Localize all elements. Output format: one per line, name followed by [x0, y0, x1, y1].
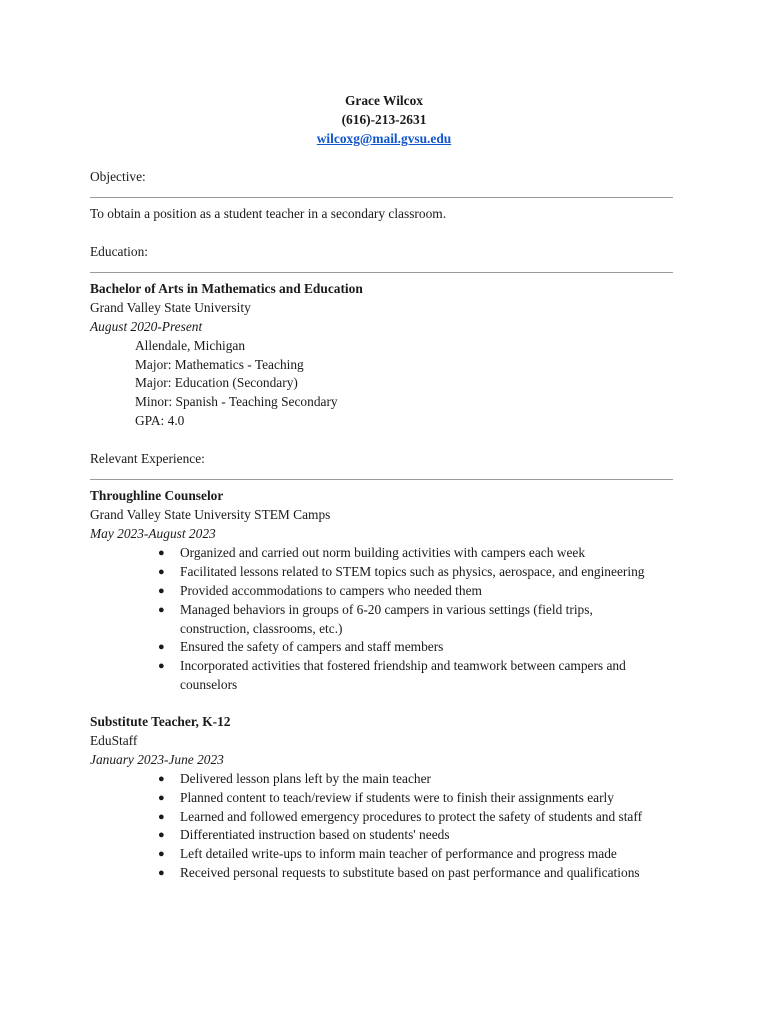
job-organization: EduStaff [90, 733, 138, 748]
job-bullet: Differentiated instruction based on students' needs [180, 827, 450, 842]
bullet-icon: ● [158, 867, 165, 879]
school-name: Grand Valley State University [90, 300, 251, 315]
candidate-phone: (616)-213-2631 [341, 112, 427, 127]
job-bullet: Managed behaviors in groups of 6-20 campers in various settings (field trips, [180, 602, 593, 617]
job-title: Throughline Counselor [90, 488, 224, 503]
job-bullet: Organized and carried out norm building activities with campers each week [180, 545, 586, 560]
degree-title: Bachelor of Arts in Mathematics and Education [90, 281, 363, 296]
bullet-icon: ● [158, 829, 165, 841]
objective-heading: Objective: [90, 169, 146, 184]
education-dates: August 2020-Present [90, 319, 203, 334]
job-bullet: Facilitated lessons related to STEM topics such as physics, aerospace, and engineering [180, 564, 645, 579]
job-bullet: Provided accommodations to campers who needed them [180, 583, 482, 598]
bullet-icon: ● [158, 585, 165, 597]
bullet-icon: ● [158, 811, 165, 823]
experience-divider [90, 479, 673, 480]
bullet-icon: ● [158, 604, 165, 616]
job-bullet: Delivered lesson plans left by the main teacher [180, 771, 431, 786]
job-organization: Grand Valley State University STEM Camps [90, 507, 331, 522]
education-gpa: GPA: 4.0 [135, 413, 185, 428]
job-bullet: Ensured the safety of campers and staff members [180, 639, 444, 654]
candidate-name: Grace Wilcox [345, 93, 423, 108]
job-bullet: Left detailed write-ups to inform main teacher of performance and progress made [180, 846, 617, 861]
bullet-icon: ● [158, 641, 165, 653]
job-bullet: Learned and followed emergency procedures to protect the safety of students and staff [180, 809, 643, 824]
job-bullet: Received personal requests to substitute based on past performance and qualifications [180, 865, 640, 880]
job-dates: May 2023-August 2023 [90, 526, 216, 541]
bullet-icon: ● [158, 773, 165, 785]
objective-divider [90, 197, 673, 198]
education-major-math: Major: Mathematics - Teaching [135, 357, 304, 372]
bullet-icon: ● [158, 848, 165, 860]
job-title: Substitute Teacher, K-12 [90, 714, 231, 729]
education-divider [90, 272, 673, 273]
bullet-icon: ● [158, 660, 165, 672]
education-major-education: Major: Education (Secondary) [135, 375, 298, 390]
candidate-email-row [0, 130, 768, 148]
job-bullet: Incorporated activities that fostered friendship and teamwork between campers and [180, 658, 626, 673]
job-bullet: Planned content to teach/review if students were to finish their assignments early [180, 790, 614, 805]
email-link[interactable]: wilcoxg@mail.gvsu.edu [316, 131, 452, 146]
experience-heading: Relevant Experience: [90, 451, 205, 466]
objective-text: To obtain a position as a student teacher in a secondary classroom. [90, 206, 447, 221]
bullet-icon: ● [158, 792, 165, 804]
education-location: Allendale, Michigan [135, 338, 246, 353]
education-heading: Education: [90, 244, 149, 259]
job-bullet-continued: counselors [180, 677, 238, 692]
bullet-icon: ● [158, 547, 165, 559]
bullet-icon: ● [158, 566, 165, 578]
job-bullet-continued: construction, classrooms, etc.) [180, 621, 343, 636]
education-minor: Minor: Spanish - Teaching Secondary [135, 394, 338, 409]
job-dates: January 2023-June 2023 [90, 752, 224, 767]
